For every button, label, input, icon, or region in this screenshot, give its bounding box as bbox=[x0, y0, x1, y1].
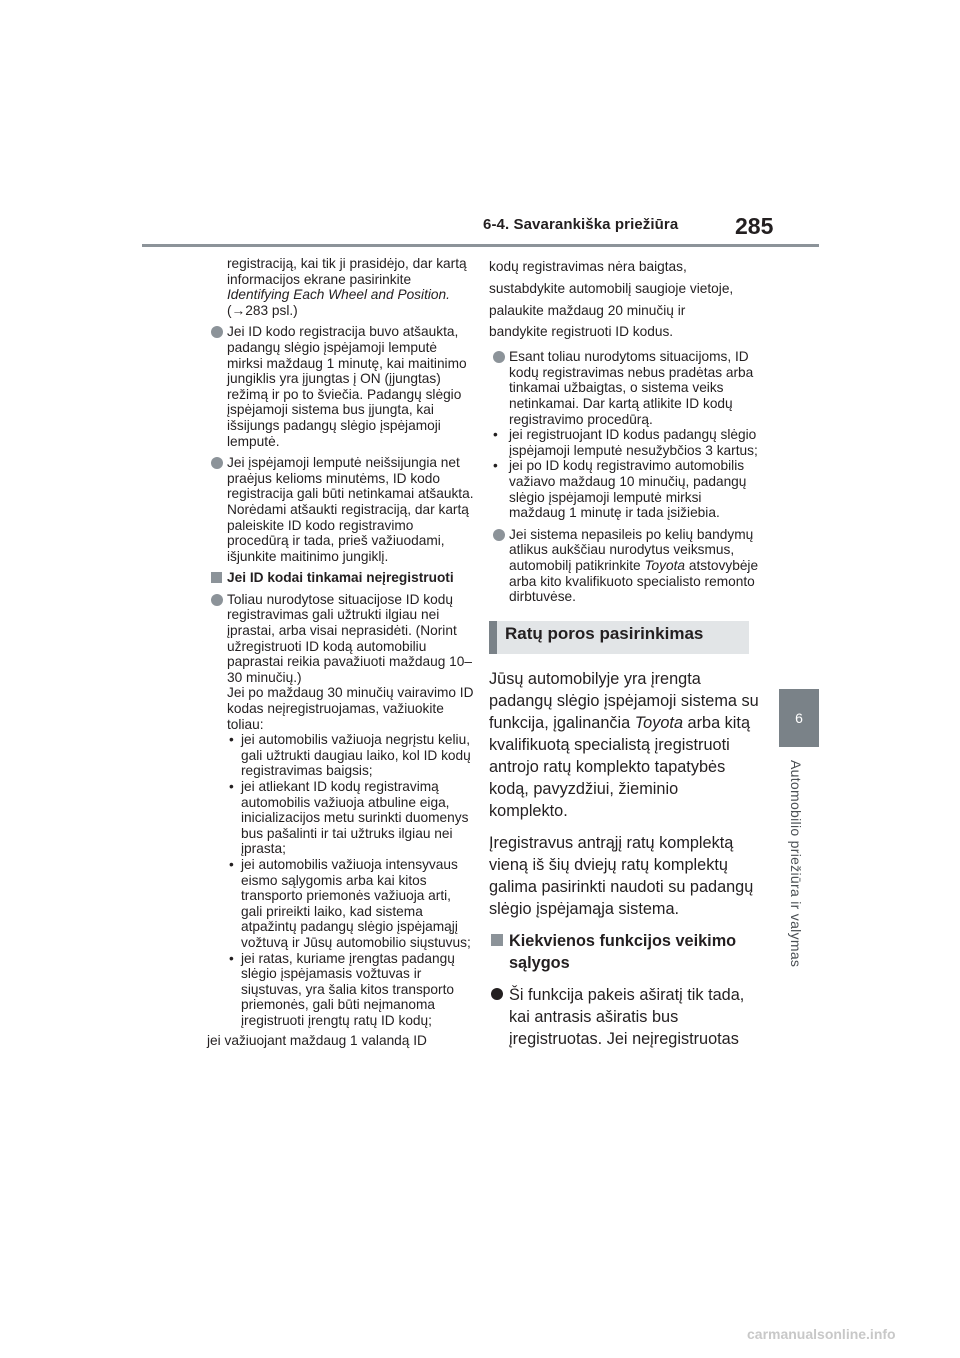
brand-name: Toyota bbox=[644, 557, 686, 573]
bullet-text: Ši funkcija pakeis aširatį tik tada, kai antrasis aširatis bus įregistruotas. Jei neįregistruotas bbox=[509, 985, 745, 1048]
bullet-icon bbox=[493, 529, 505, 541]
bullet-text: Jei po maždaug 30 minučių vairavimo ID kodas neįregistruojamas, važiuokite toliau: bbox=[227, 685, 474, 732]
page-reference: (→283 psl.) bbox=[227, 302, 298, 318]
subheading-text: Jei ID kodai tinkamai neįregistruoti bbox=[227, 570, 454, 586]
bullet-icon bbox=[211, 594, 223, 606]
bullet-item bbox=[207, 455, 475, 564]
bullet-item bbox=[489, 349, 759, 427]
header-rule bbox=[142, 244, 819, 247]
sub-item: • jei ratas, kuriame įrengtas padangų slėgio įspėjamasis vožtuvas ir siųstuvas, yra šalia kitos transporto priemonės, gali būti neįmanoma įregistruoti įrengtų ratų ID kodų; bbox=[229, 950, 455, 1028]
watermark: carmanualsonline.info bbox=[747, 1326, 896, 1342]
section-banner bbox=[489, 621, 749, 654]
sub-item: • jei po ID kodų registravimo automobilis važiavo maždaug 10 minučių, padangų slėgio įspėjamoji lemputė mirksi maždaug 1 minutę ir tada įsižiebia. bbox=[493, 458, 747, 521]
bullet-text: Jei ID kodo registracija buvo atšaukta, padangų slėgio įspėjamoji lemputė mirksi maždaug 1 minutę, kai maitinimo jungiklis yra įjungtas į ON (įjungtas) režimą ir po to šviečia. Padangų slėgio įspėjamoji sistema bus įjungta, kai išsijungs padangų slėgio įspėjamoji lemputė. bbox=[227, 324, 467, 449]
bullet-text: Toliau nurodytose situacijose ID kodų registravimas gali užtrukti ilgiau nei įprastai, arba visai neprasidėti. (Norint užregistruoti ID kodą automobiliu paprastai reikia pavažiuoti maždaug 10–30 minučių.) bbox=[227, 591, 473, 685]
chapter-label: Automobilio priežiūra ir valymas bbox=[788, 760, 804, 968]
bullet-item bbox=[207, 324, 475, 449]
bullet-item bbox=[489, 527, 759, 605]
bullet-text: atstovybėje arba kito kvalifikuoto specialisto remonto dirbtuvėse. bbox=[509, 557, 759, 605]
bullet-icon bbox=[211, 457, 223, 469]
continued-line: registraciją, kai tik ji prasidėjo, dar kartą informacijos ekrane pasirinkite bbox=[227, 256, 467, 287]
bullet-item bbox=[489, 984, 759, 1050]
bullet-icon bbox=[493, 351, 505, 363]
tail-text: jei važiuojant maždaug 1 valandą ID bbox=[207, 1032, 427, 1048]
body-text bbox=[489, 668, 759, 1050]
paragraph: Įregistravus antrąjį ratų komplektą vieną iš šių dviejų ratų komplektų galima pasirinkti naudoti su padangų slėgio įspėjamąja sistema. bbox=[489, 833, 754, 918]
section-title: 6-4. Savarankiška priežiūra bbox=[483, 216, 679, 233]
subheading bbox=[207, 570, 475, 586]
banner-accent bbox=[489, 621, 497, 654]
menu-item-name: Identifying Each Wheel and Position. bbox=[227, 287, 450, 303]
page-number: 285 bbox=[735, 213, 774, 239]
bullet-icon bbox=[211, 326, 223, 338]
bullet-icon bbox=[491, 988, 503, 1000]
sub-item: • jei atliekant ID kodų registravimą automobilis važiuoja atbuline eiga, inicializacijos metu surinkti duomenys bus pašalinti ir tai užtruks ilgiau nei įprasta; bbox=[229, 779, 469, 857]
banner-title: Ratų poros pasirinkimas bbox=[505, 623, 704, 643]
subheading-text: Kiekvienos funkcijos veikimo sąlygos bbox=[509, 931, 737, 972]
bullet-text: Jei įspėjamoji lemputė neišsijungia net praėjus kelioms minutėms, ID kodo registracija gali būti netinkamai atšaukta. Norėdami atšaukti registraciją, dar kartą paleiskite ID kodo registravimo procedūrą ir tada, prieš važiuodami, išjunkite maitinimo jungiklį. bbox=[227, 455, 474, 564]
sub-item: • jei automobilis važiuoja intensyvaus eismo sąlygomis arba kai kitos transporto priemonės važiuoja arti, gali prireikti laiko, kad sistema atpažintų padangų slėgio įspėjamąjį vožtuvą ir Jūsų automobilio siųstuvus; bbox=[229, 856, 471, 950]
square-bullet-icon bbox=[211, 572, 222, 583]
left-column bbox=[207, 256, 475, 1048]
bullet-text: Jei sistema nepasileis po kelių bandymų atlikus aukščiau nurodytus veiksmus, automobilį patikrinkite bbox=[509, 526, 754, 573]
bullet-item bbox=[207, 592, 475, 732]
subheading bbox=[489, 930, 759, 974]
sub-item: • jei automobilis važiuoja negrįstu keliu, gali užtrukti daugiau laiko, kol ID kodų registravimas baigsis; bbox=[229, 732, 471, 779]
paragraph: Jūsų automobilyje yra įrengta padangų slėgio įspėjamoji sistema su funkcija, įgalinančia Toyota arba kitą kvalifikuotą specialistą įregistruoti antrojo ratų komplekto tapatybės kodą, pavyzdžiui, žieminio komplekto. bbox=[489, 669, 759, 820]
continued-text: kodų registravimas nėra baigtas, sustabdykite automobilį saugioje vietoje, palaukite maždaug 20 minučių ir bandykite registruoti ID kodus. bbox=[489, 259, 734, 340]
continued-text bbox=[207, 256, 475, 318]
bullet-text: Esant toliau nurodytoms situacijoms, ID kodų registravimas nebus pradėtas arba tinkamai užbaigtas, o sistema veiks netinkamai. Dar kartą atlikite ID kodų registravimo procedūrą. bbox=[509, 349, 754, 427]
right-column bbox=[489, 256, 759, 1050]
brand-name: Toyota bbox=[634, 713, 684, 732]
chapter-tab: 6 bbox=[779, 689, 819, 747]
square-bullet-icon bbox=[491, 934, 503, 946]
sub-item: • jei registruojant ID kodus padangų slėgio įspėjamoji lemputė nesužybčios 3 kartus; bbox=[493, 427, 758, 458]
